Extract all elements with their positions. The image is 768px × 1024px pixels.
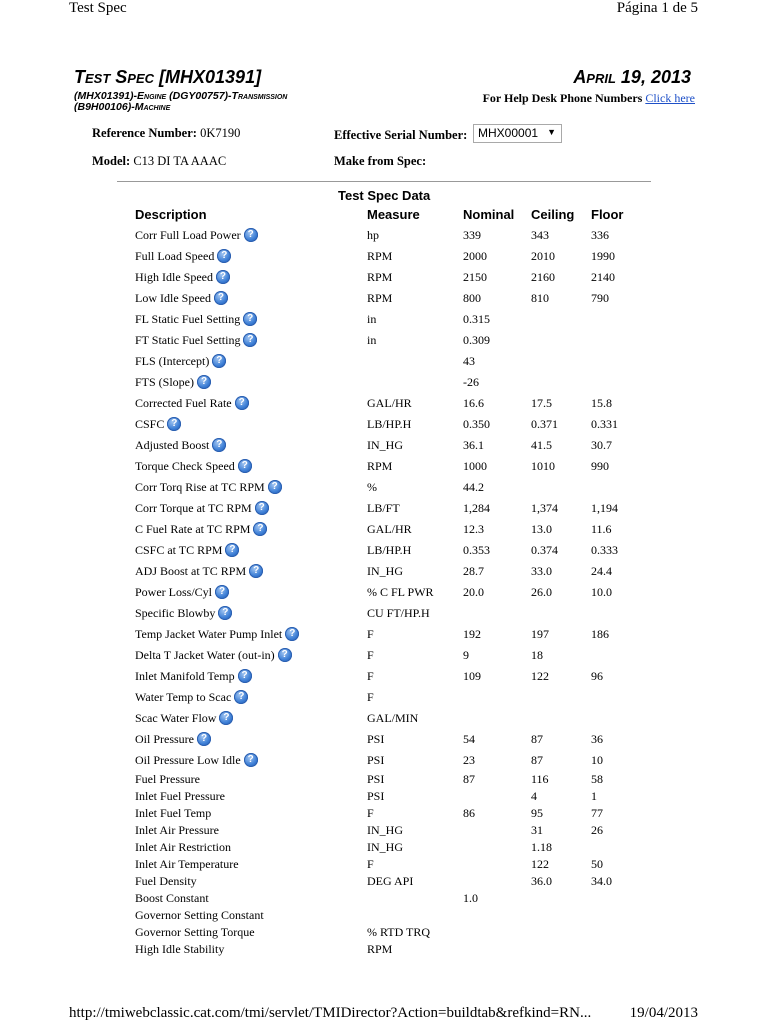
table-row <box>0 823 768 840</box>
table-row <box>0 874 768 891</box>
cell-nominal: 192 <box>463 627 481 641</box>
cell-ceiling: 31 <box>531 823 543 837</box>
effective-serial-select[interactable] <box>473 124 562 143</box>
help-icon[interactable]: ? <box>243 333 257 347</box>
cell-description: Inlet Air Restriction <box>135 840 231 854</box>
cell-description: FTS (Slope) ? <box>135 375 194 390</box>
cell-ceiling: 0.371 <box>531 417 558 431</box>
cell-measure: PSI <box>367 789 385 803</box>
cell-measure: LB/HP.H <box>367 417 412 431</box>
table-row <box>0 627 768 644</box>
cell-ceiling: 116 <box>531 772 549 786</box>
cell-floor: 36 <box>591 732 603 746</box>
cell-nominal: 43 <box>463 354 475 368</box>
cell-measure: CU FT/HP.H <box>367 606 430 620</box>
page-title <box>74 67 261 88</box>
cell-description: Oil Pressure ? <box>135 732 194 747</box>
cell-description: Scac Water Flow ? <box>135 711 216 726</box>
cell-measure: PSI <box>367 732 385 746</box>
cell-measure: % C FL PWR <box>367 585 434 599</box>
cell-measure: F <box>367 690 374 704</box>
cell-floor: 34.0 <box>591 874 612 888</box>
cell-floor: 0.331 <box>591 417 618 431</box>
cell-measure: in <box>367 312 377 326</box>
cell-ceiling: 1010 <box>531 459 555 473</box>
cell-ceiling: 4 <box>531 789 537 803</box>
cell-nominal: 0.350 <box>463 417 490 431</box>
cell-description: Inlet Fuel Temp <box>135 806 212 820</box>
cell-measure: F <box>367 627 374 641</box>
cell-floor: 1,194 <box>591 501 618 515</box>
cell-ceiling: 2160 <box>531 270 555 284</box>
cell-ceiling: 18 <box>531 648 543 662</box>
cell-floor: 0.333 <box>591 543 618 557</box>
cell-floor: 11.6 <box>591 522 612 536</box>
cell-nominal: 1.0 <box>463 891 478 905</box>
cell-measure: % <box>367 480 377 494</box>
cell-ceiling: 17.5 <box>531 396 552 410</box>
footer-date: 19/04/2013 <box>629 1005 698 1021</box>
cell-measure: IN_HG <box>367 823 403 837</box>
help-icon[interactable]: ? <box>212 438 226 452</box>
cell-description: Power Loss/Cyl ? <box>135 585 212 600</box>
cell-description: CSFC ? <box>135 417 164 432</box>
spec-date: April 19, 2013 <box>573 67 691 87</box>
cell-description: ADJ Boost at TC RPM ? <box>135 564 246 579</box>
cell-description: Adjusted Boost ? <box>135 438 209 453</box>
table-row <box>0 690 768 707</box>
cell-measure: LB/HP.H <box>367 543 412 557</box>
cell-nominal: 109 <box>463 669 481 683</box>
help-icon[interactable]: ? <box>214 291 228 305</box>
help-icon[interactable]: ? <box>225 543 239 557</box>
cell-nominal: 23 <box>463 753 475 767</box>
model <box>92 154 226 169</box>
cell-measure: GAL/MIN <box>367 711 419 725</box>
table-row <box>0 543 768 560</box>
table-row <box>0 270 768 287</box>
table-row <box>0 789 768 806</box>
help-icon[interactable]: ? <box>197 375 211 389</box>
table-row <box>0 438 768 455</box>
cell-floor: 186 <box>591 627 609 641</box>
help-icon[interactable]: ? <box>167 417 181 431</box>
cell-ceiling: 41.5 <box>531 438 552 452</box>
table-row <box>0 891 768 908</box>
cell-measure: RPM <box>367 459 393 473</box>
cell-nominal: 54 <box>463 732 475 746</box>
cell-description: Torque Check Speed ? <box>135 459 235 474</box>
cell-floor: 58 <box>591 772 603 786</box>
table-row <box>0 312 768 329</box>
table-row <box>0 417 768 434</box>
table-row <box>0 375 768 392</box>
cell-measure: IN_HG <box>367 564 403 578</box>
help-icon[interactable]: ? <box>235 396 249 410</box>
table-row <box>0 585 768 602</box>
cell-nominal: 0.353 <box>463 543 490 557</box>
help-icon[interactable]: ? <box>244 228 258 242</box>
cell-ceiling: 810 <box>531 291 549 305</box>
cell-measure: F <box>367 806 374 820</box>
table-row <box>0 942 768 959</box>
table-row <box>0 711 768 728</box>
make-from-spec-label: Make from Spec: <box>334 154 427 168</box>
help-desk-link[interactable]: Click here <box>645 91 695 105</box>
cell-measure: GAL/HR <box>367 522 412 536</box>
cell-description: Corr Torq Rise at TC RPM ? <box>135 480 265 495</box>
effective-serial-label: Effective Serial Number: <box>334 128 468 142</box>
help-icon[interactable]: ? <box>238 669 252 683</box>
cell-floor: 24.4 <box>591 564 612 578</box>
cell-measure: % RTD TRQ <box>367 925 431 939</box>
cell-description: High Idle Stability <box>135 942 225 956</box>
page-title-code: [MHX01391] <box>159 67 262 87</box>
cell-description: Full Load Speed ? <box>135 249 214 264</box>
page-title-prefix: Test Spec <box>74 67 155 87</box>
cell-floor: 10 <box>591 753 603 767</box>
cell-nominal: 339 <box>463 228 481 242</box>
cell-measure: IN_HG <box>367 840 403 854</box>
cell-measure: RPM <box>367 942 393 956</box>
print-header-title: Test Spec <box>69 0 127 16</box>
cell-measure: GAL/HR <box>367 396 412 410</box>
cell-description: Temp Jacket Water Pump Inlet ? <box>135 627 282 642</box>
help-desk-line <box>483 91 695 106</box>
cell-measure: RPM <box>367 270 393 284</box>
cell-floor: 50 <box>591 857 603 871</box>
cell-ceiling: 1.18 <box>531 840 552 854</box>
cell-floor: 2140 <box>591 270 615 284</box>
help-icon[interactable]: ? <box>216 270 230 284</box>
help-icon[interactable]: ? <box>215 585 229 599</box>
table-row <box>0 564 768 581</box>
cell-description: Inlet Air Pressure <box>135 823 219 837</box>
help-desk-text: For Help Desk Phone Numbers <box>482 91 643 105</box>
help-icon[interactable]: ? <box>255 501 269 515</box>
cell-description: Specific Blowby ? <box>135 606 215 621</box>
cell-nominal: 0.315 <box>463 312 490 326</box>
table-row <box>0 772 768 789</box>
cell-nominal: 2000 <box>463 249 487 263</box>
model-value: C13 DI TA AAAC <box>133 154 227 168</box>
table-row <box>0 354 768 371</box>
cell-nominal: -26 <box>463 375 479 389</box>
cell-description: Oil Pressure Low Idle ? <box>135 753 241 768</box>
cell-nominal: 86 <box>463 806 475 820</box>
cell-measure: PSI <box>367 772 385 786</box>
table-row <box>0 840 768 857</box>
cell-description: Governor Setting Constant <box>135 908 264 922</box>
cell-description: FLS (Intercept) ? <box>135 354 209 369</box>
cell-measure: RPM <box>367 249 393 263</box>
cell-description: Boost Constant <box>135 891 209 905</box>
help-icon[interactable]: ? <box>285 627 299 641</box>
print-header-page-number: Página 1 de 5 <box>616 0 698 16</box>
cell-description: Inlet Manifold Temp ? <box>135 669 235 684</box>
help-icon[interactable]: ? <box>244 753 258 767</box>
cell-measure: DEG API <box>367 874 414 888</box>
cell-measure: F <box>367 648 374 662</box>
header-nominal: Nominal <box>463 207 515 222</box>
reference-value: 0K7190 <box>200 126 241 140</box>
cell-nominal: 16.6 <box>463 396 484 410</box>
help-icon[interactable]: ? <box>268 480 282 494</box>
cell-ceiling: 122 <box>531 669 549 683</box>
table-row <box>0 228 768 245</box>
cell-description: Inlet Fuel Pressure <box>135 789 225 803</box>
table-row <box>0 459 768 476</box>
cell-floor: 77 <box>591 806 603 820</box>
cell-ceiling: 2010 <box>531 249 555 263</box>
cell-ceiling: 197 <box>531 627 549 641</box>
table-row <box>0 333 768 350</box>
cell-nominal: 1,284 <box>463 501 490 515</box>
cell-measure: PSI <box>367 753 385 767</box>
effective-serial-value: MHX00001 <box>478 126 539 140</box>
cell-floor: 1990 <box>591 249 615 263</box>
subtitle-line-2: (B9H00106)-Machine <box>74 101 171 113</box>
cell-description: C Fuel Rate at TC RPM ? <box>135 522 250 537</box>
cell-description: CSFC at TC RPM ? <box>135 543 222 558</box>
help-icon[interactable]: ? <box>217 249 231 263</box>
table-row <box>0 669 768 686</box>
cell-measure: LB/FT <box>367 501 400 515</box>
cell-description: Fuel Density <box>135 874 197 888</box>
cell-nominal: 800 <box>463 291 481 305</box>
table-row <box>0 522 768 539</box>
cell-floor: 15.8 <box>591 396 612 410</box>
cell-measure: RPM <box>367 291 393 305</box>
header-measure: Measure <box>367 207 420 222</box>
cell-description: Low Idle Speed ? <box>135 291 211 306</box>
cell-floor: 790 <box>591 291 609 305</box>
help-icon[interactable]: ? <box>243 312 257 326</box>
help-icon[interactable]: ? <box>253 522 267 536</box>
cell-ceiling: 0.374 <box>531 543 558 557</box>
reference-number <box>92 126 240 141</box>
table-row <box>0 925 768 942</box>
cell-description: Delta T Jacket Water (out-in) ? <box>135 648 275 663</box>
help-icon[interactable]: ? <box>238 459 252 473</box>
cell-description: High Idle Speed ? <box>135 270 213 285</box>
table-row <box>0 753 768 770</box>
model-label: Model: <box>92 154 131 168</box>
table-row <box>0 291 768 308</box>
cell-nominal: 87 <box>463 772 475 786</box>
table-title: Test Spec Data <box>338 188 431 203</box>
cell-ceiling: 13.0 <box>531 522 552 536</box>
cell-description: FT Static Fuel Setting ? <box>135 333 240 348</box>
table-row <box>0 648 768 665</box>
cell-nominal: 28.7 <box>463 564 484 578</box>
cell-measure: in <box>367 333 377 347</box>
table-row <box>0 806 768 823</box>
table-row <box>0 480 768 497</box>
cell-measure: hp <box>367 228 379 242</box>
header-description: Description <box>135 207 207 222</box>
cell-ceiling: 87 <box>531 732 543 746</box>
cell-ceiling: 1,374 <box>531 501 558 515</box>
cell-floor: 336 <box>591 228 609 242</box>
help-icon[interactable]: ? <box>278 648 292 662</box>
table-row <box>0 606 768 623</box>
cell-measure: F <box>367 857 374 871</box>
cell-description: Inlet Air Temperature <box>135 857 239 871</box>
cell-floor: 30.7 <box>591 438 612 452</box>
cell-nominal: 44.2 <box>463 480 484 494</box>
cell-floor: 990 <box>591 459 609 473</box>
help-icon[interactable]: ? <box>212 354 226 368</box>
cell-nominal: 20.0 <box>463 585 484 599</box>
help-icon[interactable]: ? <box>197 732 211 746</box>
cell-description: Corrected Fuel Rate ? <box>135 396 232 411</box>
cell-description: Corr Full Load Power ? <box>135 228 241 243</box>
cell-ceiling: 33.0 <box>531 564 552 578</box>
dropdown-caret-icon: ▼ <box>547 127 556 137</box>
table-row <box>0 732 768 749</box>
cell-description: Fuel Pressure <box>135 772 200 786</box>
table-row <box>0 249 768 266</box>
header-ceiling: Ceiling <box>531 207 575 222</box>
divider <box>117 181 651 182</box>
cell-measure: IN_HG <box>367 438 403 452</box>
spec-subtitle <box>74 91 287 113</box>
cell-ceiling: 87 <box>531 753 543 767</box>
cell-ceiling: 343 <box>531 228 549 242</box>
cell-ceiling: 122 <box>531 857 549 871</box>
table-row <box>0 396 768 413</box>
reference-label: Reference Number: <box>92 126 197 140</box>
cell-nominal: 2150 <box>463 270 487 284</box>
cell-floor: 1 <box>591 789 597 803</box>
help-icon[interactable]: ? <box>249 564 263 578</box>
cell-nominal: 36.1 <box>463 438 484 452</box>
cell-ceiling: 36.0 <box>531 874 552 888</box>
subtitle-line-1: (MHX01391)-Engine (DGY00757)-Transmission <box>74 90 288 102</box>
cell-description: Water Temp to Scac ? <box>135 690 231 705</box>
cell-measure: F <box>367 669 374 683</box>
cell-nominal: 9 <box>463 648 469 662</box>
cell-nominal: 12.3 <box>463 522 484 536</box>
table-row <box>0 857 768 874</box>
cell-description: FL Static Fuel Setting ? <box>135 312 240 327</box>
help-icon[interactable]: ? <box>234 690 248 704</box>
cell-nominal: 0.309 <box>463 333 490 347</box>
cell-ceiling: 95 <box>531 806 543 820</box>
help-icon[interactable]: ? <box>219 711 233 725</box>
table-row <box>0 501 768 518</box>
cell-floor: 26 <box>591 823 603 837</box>
cell-description: Governor Setting Torque <box>135 925 255 939</box>
cell-nominal: 1000 <box>463 459 487 473</box>
cell-floor: 10.0 <box>591 585 612 599</box>
cell-ceiling: 26.0 <box>531 585 552 599</box>
help-icon[interactable]: ? <box>218 606 232 620</box>
footer-url: http://tmiwebclassic.cat.com/tmi/servlet/TMIDirector?Action=buildtab&refkind=RN... <box>69 1005 592 1021</box>
table-row <box>0 908 768 925</box>
cell-floor: 96 <box>591 669 603 683</box>
cell-description: Corr Torque at TC RPM ? <box>135 501 252 516</box>
header-floor: Floor <box>591 207 624 222</box>
